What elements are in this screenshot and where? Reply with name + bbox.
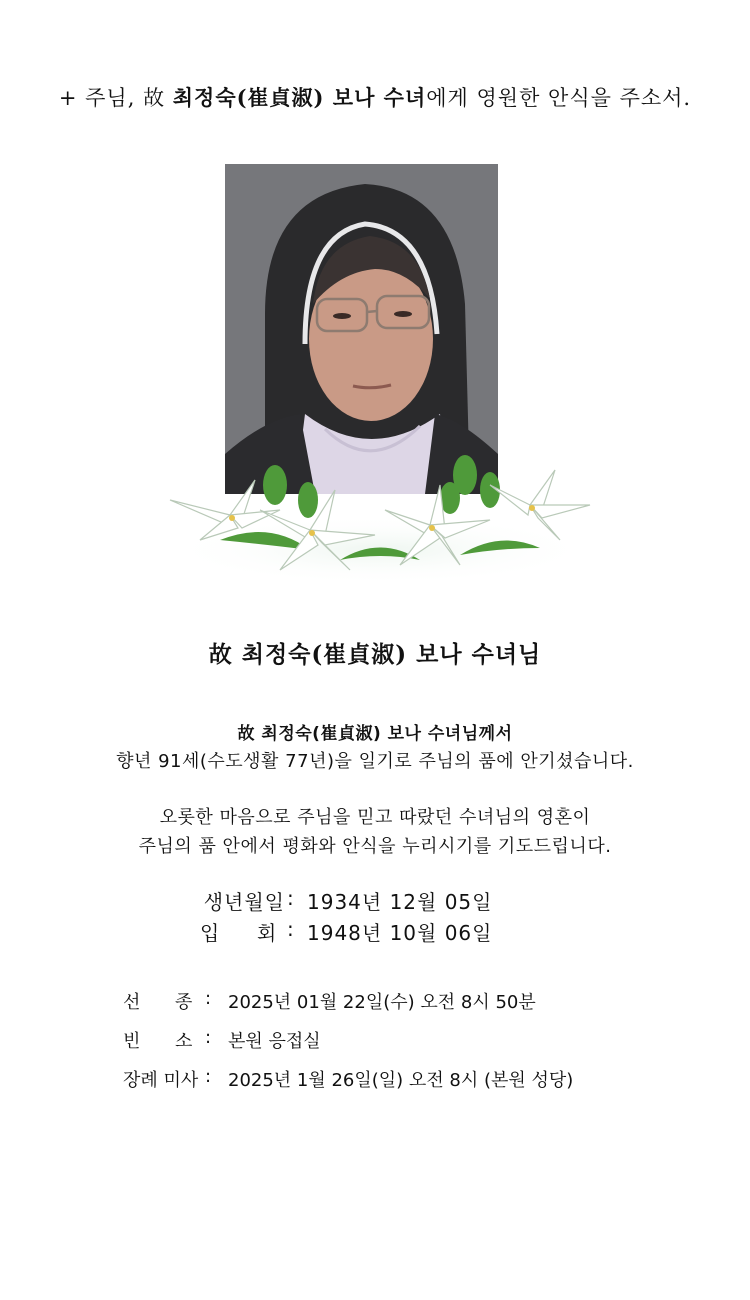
message-line-4: 주님의 품 안에서 평화와 안식을 누리시기를 기도드립니다. [138, 836, 612, 857]
header-name: 최정숙(崔貞淑) 보나 수녀 [172, 85, 427, 110]
birth-colon: : [287, 886, 295, 910]
entry-row [0, 917, 750, 947]
header-prefix: + 주님, 故 [58, 86, 173, 110]
wake-label-a: 빈 [123, 1031, 141, 1052]
mass-label: 장례 미사 [123, 1070, 199, 1091]
message-line-2: 향년 91세(수도생활 77년)을 일기로 주님의 품에 안기셨습니다. [116, 751, 634, 772]
message-line-3: 오롯한 마음으로 주님을 믿고 따랐던 수녀님의 영혼이 [159, 807, 591, 828]
header-suffix: 에게 영원한 안식을 주소서. [426, 86, 692, 110]
death-value: 2025년 01월 22일(수) 오전 8시 50분 [228, 992, 536, 1013]
death-row [0, 988, 750, 1016]
message-line-1: 故 최정숙(崔貞淑) 보나 수녀님께서 [237, 724, 513, 744]
birth-label: 생년월일 [203, 890, 285, 914]
entry-label-a: 입 [200, 921, 221, 945]
mass-row [0, 1066, 750, 1094]
header-prayer [0, 82, 750, 112]
mass-value: 2025년 1월 26일(일) 오전 8시 (본원 성당) [228, 1070, 574, 1091]
wake-row [0, 1027, 750, 1055]
death-colon: : [205, 988, 212, 1009]
entry-value: 1948년 10월 06일 [307, 921, 493, 945]
lily-flowers-decoration [160, 440, 600, 585]
wake-colon: : [205, 1027, 212, 1048]
memorial-title: 故 최정숙(崔貞淑) 보나 수녀님 [208, 641, 542, 668]
entry-colon: : [287, 917, 295, 941]
death-label-a: 선 [123, 992, 141, 1013]
death-label-b: 종 [175, 992, 193, 1013]
entry-label-b: 회 [257, 921, 278, 945]
birth-value: 1934년 12월 05일 [307, 890, 493, 914]
birth-row [0, 886, 750, 916]
wake-value: 본원 응접실 [228, 1031, 321, 1052]
wake-label-b: 소 [175, 1031, 193, 1052]
mass-colon: : [205, 1066, 212, 1087]
